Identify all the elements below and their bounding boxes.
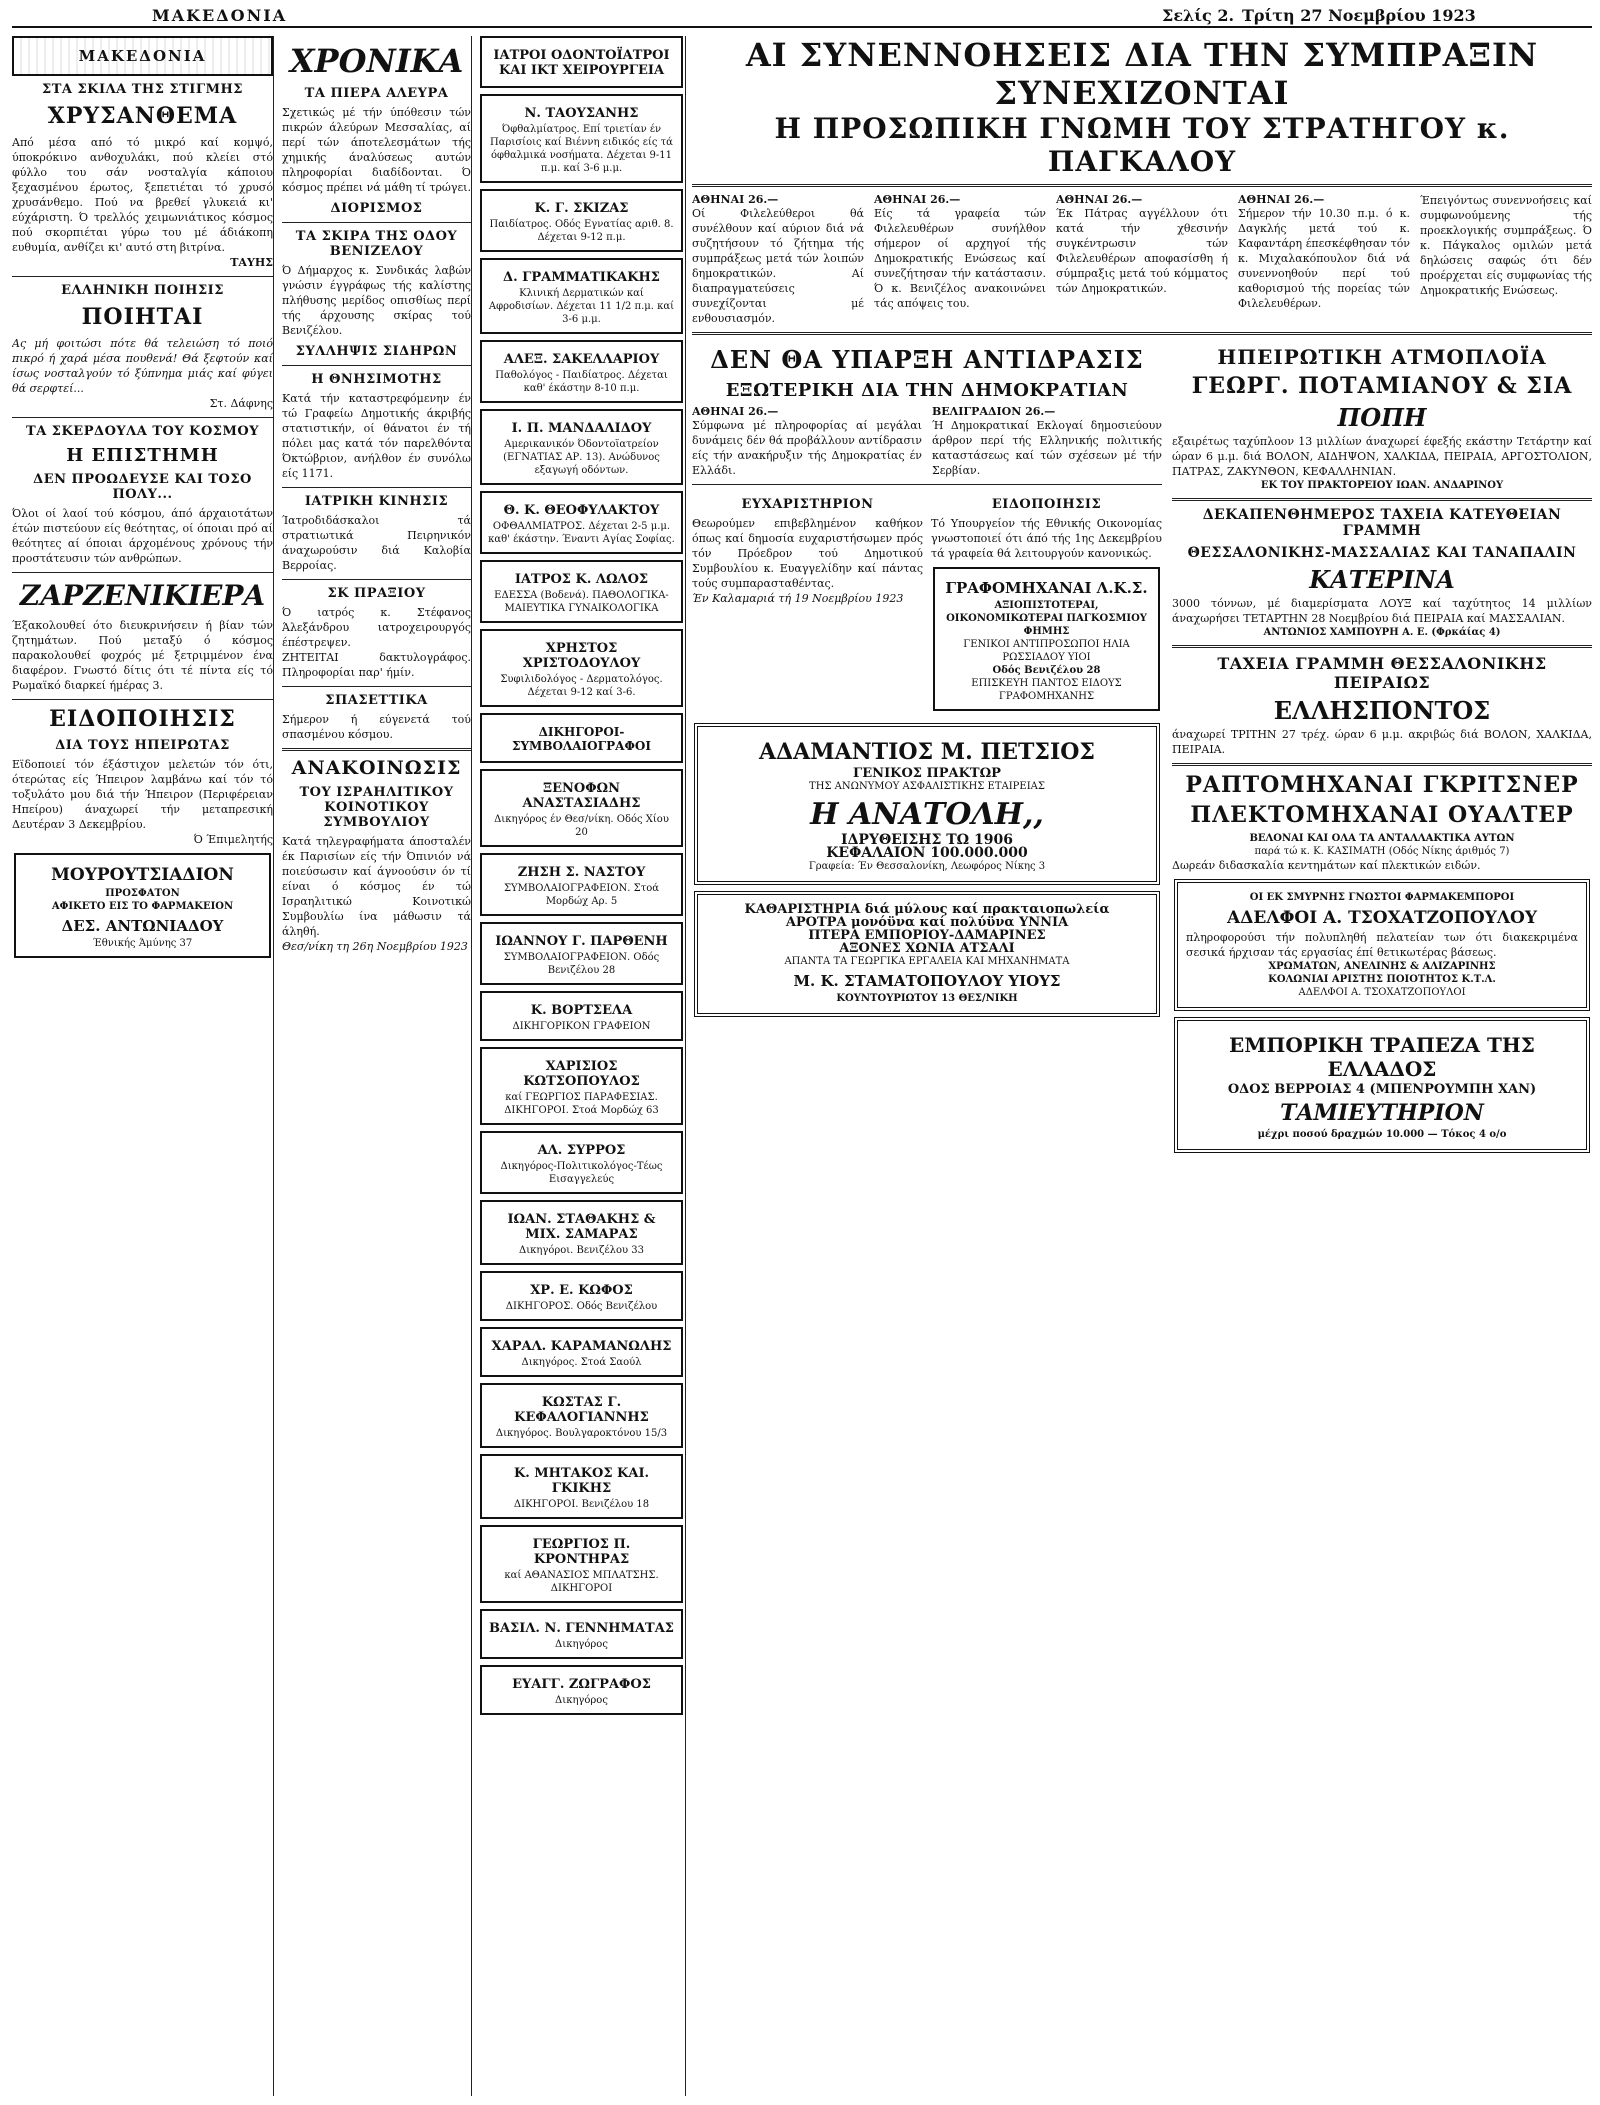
listing-line: Δικηγόρος. Στοά Σαούλ xyxy=(521,1357,642,1368)
listing xyxy=(480,1525,683,1603)
listing-line: Συφιλιδολόγος - Δερματολόγος. Δέχεται 9-12 καί 3-6. xyxy=(500,674,663,698)
insurance-ad xyxy=(694,723,1160,885)
pharmacy-subtitle: ΠΡΟΣΦΑΤΟΝ xyxy=(105,888,180,899)
section-body: Σχετικώς μέ τήν ύπόθεσιν τών πικρών άλεύρων Μεσσαλίας, αί περί τών άποτελεσμάτων τής χημικής άναλύσεως αυτών πληροφορίαι διαδίδονται. Ό κόσμος πρέπει νά μάθη τί τρώγει. xyxy=(282,106,471,194)
article-body: Σύμφωνα μέ πληροφορίας αί μεγάλαι δυνάμεις δέν θά προβάλλουν αντίδρασιν είς τήν ανακήρυξιν τής Δημοκρατίας έν Ελλάδι. xyxy=(692,419,922,477)
typewriter-agent: ΓΕΝΙΚΟΙ ΑΝΤΙΠΡΟΣΩΠΟΙ ΗΛΙΑ ΡΩΣΣΙΑΔΟΥ ΥΙΟΙ xyxy=(963,639,1130,663)
listing-name: ΓΕΩΡΓΙΟΣ Π. ΚΡΟΝΤΗΡΑΣ xyxy=(532,1537,631,1567)
science-body: Όλοι οί λαοί τού κόσμου, άπό άρχαιοτάτων έτών πιστεύουν είς θεότητας, οί όποιαι πρό αί θεότητες αί όποιαι άρχομένους χρόνους τήν προστάτευσιν τών ανθρώπων. xyxy=(12,507,273,565)
listing xyxy=(480,853,683,916)
article-dateline: ΒΕΛΙΓΡΑΔΙΟΝ 26.— xyxy=(932,405,1056,418)
article2-headline: ΔΕΝ ΘΑ ΥΠΑΡΞΗ ΑΝΤΙΔΡΑΣΙΣ xyxy=(710,345,1144,374)
poetry-body: Ας μή φοιτώσι πότε θά τελειώση τό ποιό πικρό ή χαρά μέσα πουθενά! Θά ξεφτούν καί ίσως νοσταλγούν τό ξύπνημα μιάς καί φύγει θά σερφτεί... xyxy=(12,337,273,395)
masthead-page: Σελίς 2. xyxy=(1162,6,1235,25)
poetry-signature: Στ. Δάφνης xyxy=(209,397,273,410)
listing xyxy=(480,1327,683,1377)
listing xyxy=(480,1271,683,1321)
pharmacy-line: ΑΦΙΚΕΤΟ ΕΙΣ ΤΟ ΦΑΡΜΑΚΕΙΟΝ xyxy=(51,901,234,912)
lawyers-header-text: ΔΙΚΗΓΟΡΟΙ-ΣΥΜΒΟΛΑΙΟΓΡΑΦΟΙ xyxy=(512,725,651,753)
listing xyxy=(480,258,683,334)
listing-name: ΙΩΑΝ. ΣΤΑΘΑΚΗΣ & ΜΙΧ. ΣΑΜΑΡΑΣ xyxy=(507,1212,656,1242)
notice-title: ΕΙΔΟΠΟΙΗΣΙΣ xyxy=(49,706,236,732)
chem-body: πληροφορούσι τήν πολυπληθή πελατείαν των ότι διακεκριμένα σεσικά ήρχισαν τάς εργασίας έπί θετικωτέρας βάσεως. xyxy=(1186,931,1578,959)
article-column xyxy=(692,193,864,326)
ag-line: ΑΠΑΝΤΑ ΤΑ ΓΕΩΡΓΙΚΑ ΕΡΓΑΛΕΙΑ ΚΑΙ ΜΗΧΑΝΗΜΑΤΑ xyxy=(784,956,1070,967)
insurance-company-line: ΤΗΣ ΑΝΩΝΥΜΟΥ ΑΣΦΑΛΙΣΤΙΚΗΣ ΕΤΑΙΡΕΙΑΣ xyxy=(809,781,1045,792)
insurance-capital: ΚΕΦΑΛΑΙΟΝ 100.000.000 xyxy=(826,845,1028,861)
listing-name: ΙΩΑΝΝΟΥ Γ. ΠΑΡΘΕΝΗ xyxy=(495,934,668,949)
poetry-kicker: ΕΛΛΗΝΙΚΗ ΠΟΙΗΣΙΣ xyxy=(61,283,224,298)
listing-name: ΧΑΡΑΛ. ΚΑΡΑΜΑΝΩΛΗΣ xyxy=(491,1339,672,1354)
science-subtitle: ΔΕΝ ΠΡΟΩΔΕΥΣΕ ΚΑΙ ΤΟΣΟ ΠΟΛΥ... xyxy=(33,472,252,502)
listing-name: Κ. Γ. ΣΚΙΖΑΣ xyxy=(534,201,629,216)
lower-left xyxy=(692,341,1162,1159)
chem-line: ΧΡΩΜΑΤΩΝ, ΑΝΕΛΙΝΗΣ & ΑΛΙΖΑΡΙΝΗΣ xyxy=(1268,961,1496,972)
listing-line: Αμερικανικόν Όδοντοϊατρείον (ΕΓΝΑΤΙΑΣ ΑΡ. 13). Ανώδυνος εξαγωγή οδόντων. xyxy=(503,439,660,476)
pharmacy-ad xyxy=(14,853,271,958)
listing xyxy=(480,769,683,847)
lawyers-header xyxy=(480,713,683,763)
listing xyxy=(480,1200,683,1265)
section-title: ΤΑ ΠΙΕΡΑ ΑΛΕΥΡΑ xyxy=(304,86,449,101)
section-title: ΣΚ ΠΡΑΞΙΟΥ xyxy=(327,586,426,601)
section-title: ΣΠΑΣΕΤΤΙΚΑ xyxy=(325,693,428,708)
section-title: ΤΑ ΣΚΙΡΑ ΤΗΣ ΟΔΟΥ ΒΕΝΙΖΕΛΟΥ xyxy=(295,229,458,259)
listing-name: Κ. ΜΗΤΑΚΟΣ ΚΑΙ. ΓΚΙΚΗΣ xyxy=(513,1466,650,1496)
typewriter-ad xyxy=(933,567,1160,711)
ag-line: ΑΞΟΝΕΣ ΧΩΝΙΑ ΑΤΣΑΛΙ xyxy=(839,941,1015,956)
listing-line: καί ΑΘΑΝΑΣΙΟΣ ΜΠΛΑΤΣΗΣ. ΔΙΚΗΓΟΡΟΙ xyxy=(504,1570,659,1594)
bank-line: ΤΑΜΙΕΥΤΗΡΙΟΝ xyxy=(1280,1100,1484,1126)
section-body: Ό Δήμαρχος κ. Συνδικάς λαβών γνώσιν έγγράφως τής καλίστης πλήθυσης μερίδος οπισθίως περί τής άρχουσης σκίρας τού Βενιζέλου. xyxy=(282,264,471,337)
essay-signature: ΤΑΥΗΣ xyxy=(230,256,273,269)
thanks-date: Έν Καλαμαριά τή 19 Νοεμβρίου 1923 xyxy=(692,592,904,605)
listing-name: ΒΑΣΙΛ. Ν. ΓΕΝΝΗΜΑΤΑΣ xyxy=(488,1621,675,1636)
article-column xyxy=(1238,193,1410,326)
article-body: Σήμερον τήν 10.30 π.μ. ό κ. Δαγκλής μετά τού κ. Καφαντάρη έπεσκέφθησαν τόν κ. Μιχαλακόπουλον διά νά συνεννοηθούν περί τού καθορισμού τής πορείας τών Φιλελευθέρων. xyxy=(1238,207,1410,310)
pharmacy-title: ΜΟΥΡΟΥΤΣΙΑΔΙΟΝ xyxy=(51,865,234,885)
listing xyxy=(480,1665,683,1715)
section-body: Σήμερον ή εύγενετά τού σπασμένου κόσμου. xyxy=(282,713,471,741)
listing-line: ΣΥΜΒΟΛΑΙΟΓΡΑΦΕΙΟΝ. Στοά Μορδώχ Αρ. 5 xyxy=(503,883,660,907)
article-body: Είς τά γραφεία τών Φιλελευθέρων συνήλθον σήμερον οί αρχηγοί τής Δημοκρατικής Ενώσεως καί συνεζήτησαν τήν κατάστασιν. Ό κ. Βενιζέλος ανακοινώνει τάς απόψεις του. xyxy=(874,207,1046,310)
ship-name: ΠΟΠΗ xyxy=(1337,403,1427,432)
article-dateline: ΑΘΗΝΑΙ 26.— xyxy=(692,193,779,206)
masthead-date: Τρίτη 27 Νοεμβρίου 1923 xyxy=(1242,6,1476,25)
listing-name: ΖΗΣΗ Σ. ΝΑΣΤΟΥ xyxy=(517,865,646,880)
listing-name: ΚΩΣΤΑΣ Γ. ΚΕΦΑΛΟΓΙΑΝΝΗΣ xyxy=(514,1395,649,1425)
listing-line: Δικηγόρος-Πολιτικολόγος-Τέως Εισαγγελεύς xyxy=(500,1161,663,1185)
doctors-header-text: ΙΑΤΡΟΙ ΟΔΟΝΤΟΪΑΤΡΟΙ ΚΑΙ ΙΚΤ ΧΕΙΡΟΥΡΓΕΙΑ xyxy=(493,48,670,78)
section-subtitle: ΔΙΟΡΙΣΜΟΣ xyxy=(330,201,423,216)
section-body: Κατά τήν καταστρεφόμενην έν τώ Γραφείω Δημοτικής άκριβής στατιστικήν, οί θάνατοι έν τή πόλει μας κατά τόν παρελθόντα Όκτώβριον, ανήλθον έν συνόλω είς 1171. xyxy=(282,392,471,480)
listing xyxy=(480,629,683,707)
newspaper-page xyxy=(12,6,1592,2098)
article2-columns xyxy=(692,405,1162,478)
listing xyxy=(480,991,683,1041)
shipping-title: ΗΠΕΙΡΩΤΙΚΗ ΑΤΜΟΠΛΟΪΑ xyxy=(1217,345,1547,369)
listing xyxy=(480,94,683,183)
ship-name: ΚΑΤΕΡΙΝΑ xyxy=(1309,565,1455,594)
small-notices-row xyxy=(692,491,1162,717)
column-b xyxy=(282,36,472,2096)
column-c xyxy=(478,36,686,2096)
ag-line: ΑΡΟΤΡΑ μονόϋνα καί πολύϋνα ΥΝΝΙΑ xyxy=(785,915,1069,930)
notice-body: Εϊδοποιεί τόν έξάστιχον μελετών τόν ότι, ότερώτας είς Ήπειρον λαμβάνω καί τόν τό τοξυλάτο μου διά τήν Ήπειρον (Περιφέρειαν Ηπείρου) άναχωρεί τήν μεταπρεσική Δευτέραν 3 Δεκεμβρίου. xyxy=(12,758,273,831)
essay-title: ΧΡΥΣΑΝΘΕΜΑ xyxy=(47,103,238,129)
pharmacy-name: ΔΕΣ. ΑΝΤΩΝΙΑΔΟΥ xyxy=(61,917,224,935)
headline-sub: Η ΠΡΟΣΩΠΙΚΗ ΓΝΩΜΗ ΤΟΥ ΣΤΡΑΤΗΓΟΥ κ. ΠΑΓΚΑΛΟΥ xyxy=(774,112,1510,178)
poetry-title: ΠΟΙΗΤΑΙ xyxy=(81,304,204,330)
ag-line: ΚΑΘΑΡΙΣΤΗΡΙΑ διά μύλους καί πρακταιοπωλεία xyxy=(744,902,1110,917)
listing-name: ΕΥΑΓΓ. ΖΩΓΡΑΦΟΣ xyxy=(512,1677,651,1692)
article-body: Ή Δημοκρατικαί Εκλογαί δημοσιεύουν άρθρον περί τής Ελληνικής πολιτικής καταστάσεως καί τών σχέσεων μέ τήν Σερβίαν. xyxy=(932,419,1162,477)
route-title: ΔΕΚΑΠΕΝΘΗΜΕΡΟΣ ΤΑΧΕΙΑ ΚΑΤΕΥΘΕΙΑΝ ΓΡΑΜΜΗ xyxy=(1202,507,1562,539)
column-logo: ΜΑΚΕΔΟΝΙΑ xyxy=(12,36,273,76)
chem-kicker: ΟΙ ΕΚ ΣΜΥΡΝΗΣ ΓΝΩΣΤΟΙ ΦΑΡΜΑΚΕΜΠΟΡΟΙ xyxy=(1249,892,1515,903)
main-article-columns xyxy=(692,193,1592,326)
article-column xyxy=(874,193,1046,326)
listing-line: ΕΔΕΣΣΑ (Βοδενά). ΠΑΘΟΛΟΓΙΚΑ-ΜΑΙΕΥΤΙΚΑ ΓΥΝΑΙΚΟΛΟΓΙΚΑ xyxy=(494,590,669,614)
ship-body: άναχωρεί ΤΡΙΤΗΝ 27 τρέχ. ώραν 6 μ.μ. ακριβώς διά ΒΟΛΟΝ, ΧΑΛΚΙΔΑ, ΠΕΙΡΑΙΑ. xyxy=(1172,728,1592,756)
pharmacy-address: Έθνικής Άμύνης 37 xyxy=(92,938,193,949)
article-body: Οί Φιλελεύθεροι θά συνέλθουν καί αύριον διά νά συζητήσουν τό ζήτημα τής συμπράξεως μετά τών λοιπών δημοκρατικών. Αί διαπραγματεύσεις συνεχίζονται μέ ενθουσιασμόν. xyxy=(692,207,864,325)
listing-line: Δικηγόρος xyxy=(555,1695,608,1706)
ag-address: ΚΟΥΝΤΟΥΡΙΩΤΟΥ 13 ΘΕΣ/ΝΙΚΗ xyxy=(836,993,1018,1004)
listing-name: ΧΡ. Ε. ΚΩΦΟΣ xyxy=(530,1283,633,1298)
listing-line: ΔΙΚΗΓΟΡΟΙ. Βενιζέλου 18 xyxy=(513,1499,650,1510)
article2-subheadline: ΕΞΩΤΕΡΙΚΗ ΔΙΑ ΤΗΝ ΔΗΜΟΚΡΑΤΙΑΝ xyxy=(725,380,1129,401)
section-subtitle: ΖΗΤΕΙΤΑΙ δακτυλογράφος. Πληροφορίαι παρ' ήμίν. xyxy=(282,651,471,679)
world-kicker: ΤΑ ΣΚΕΡΔΟΥΛΑ ΤΟΥ ΚΟΣΜΟΥ xyxy=(26,424,259,439)
announcement-title: ΑΝΑΚΟΙΝΩΣΙΣ xyxy=(291,757,462,779)
announcement-date: Θεσ/νίκη τη 26η Νοεμβρίου 1923 xyxy=(282,940,468,953)
typewriter-address: Οδός Βενιζέλου 28 xyxy=(992,665,1101,676)
typewriter-title: ΓΡΑΦΟΜΗΧΑΝΑΙ Λ.Κ.Σ. xyxy=(945,579,1148,597)
lawyer-ads xyxy=(478,769,685,1715)
listing-line: Δικηγόρος xyxy=(555,1639,608,1650)
bank-address: ΟΔΟΣ ΒΕΡΡΟΙΑΣ 4 (ΜΠΕΝΡΟΥΜΠΗ ΧΑΝ) xyxy=(1227,1082,1537,1097)
lower-section xyxy=(692,341,1592,1159)
listing xyxy=(480,560,683,623)
article-body: Έπειγόντως συνεννοήσεις καί συμφωνούμενης τής προεκλογικής συμπράξεως. Ό κ. Πάγκαλος ομιλών μετά δηλώσεις σαφώς ότι δέν προέρχεται είς συμφωνίας τής Δημοκρατικής Ενώσεως. xyxy=(1420,194,1592,297)
zarzenikiera-body: Έξακολουθεί ότο διευκρινήσειν ή βίαν τών ζητημάτων. Πού μεταξύ ό κόσμος παρακολουθεί φοχρός μέ ξετριμμένον ένα διαφέρον. Γνωστό δίτις ότι τέ πίντα είς τό Ρωμαϊκό διαρκεί ήμέρας 3. xyxy=(12,619,273,692)
bank-title: ΕΜΠΟΡΙΚΗ ΤΡΑΠΕΖΑ ΤΗΣ ΕΛΛΑΔΟΣ xyxy=(1229,1033,1535,1081)
section-subtitle: ΣΥΛΛΗΨΙΣ ΣΙΔΗΡΩΝ xyxy=(295,344,458,359)
shipping-owner: ΓΕΩΡΓ. ΠΟΤΑΜΙΑΝΟΥ & ΣΙΑ xyxy=(1191,373,1573,399)
article-dateline: ΑΘΗΝΑΙ 26.— xyxy=(692,405,779,418)
notices-body: Τό Υπουργείον τής Εθνικής Οικονομίας γνωστοποιεί ότι άπό τής 1ης Δεκεμβρίου τά γραφεία θά λειτουργούν κανονικώς. xyxy=(931,517,1162,560)
listing xyxy=(480,189,683,252)
article-body: Έκ Πάτρας αγγέλλουν ότι κατά τήν χθεσινήν συγκέντρωσιν τών Φιλελευθέρων αποφασίσθη ή σύμπραξις μετά τού κόμματος τών Δημοκρατικών. xyxy=(1056,207,1228,295)
section-title: ΙΑΤΡΙΚΗ ΚΙΝΗΣΙΣ xyxy=(304,494,449,509)
typewriter-line: ΕΠΙΣΚΕΥΗ ΠΑΝΤΟΣ ΕΙΔΟΥΣ ΓΡΑΦΟΜΗΧΑΝΗΣ xyxy=(971,678,1122,702)
listing-line: Δικηγόρος. Βουλγαροκτόνου 15/3 xyxy=(495,1428,668,1439)
route-subtitle: ΘΕΣΣΑΛΟΝΙΚΗΣ-ΜΑΣΣΑΛΙΑΣ ΚΑΙ ΤΑΝΑΠΑΛΙΝ xyxy=(1187,545,1577,561)
insurance-name: ΑΔΑΜΑΝΤΙΟΣ Μ. ΠΕΤΣΙΟΣ xyxy=(759,739,1095,765)
chem-title: ΑΔΕΛΦΟΙ Α. ΤΣΟΧΑΤΖΟΠΟΥΛΟΥ xyxy=(1227,908,1537,928)
listing-name: ΑΛ. ΣΥΡΡΟΣ xyxy=(537,1143,626,1158)
listing-line: καί ΓΕΩΡΓΙΟΣ ΠΑΡΑΦΕΣΙΑΣ. ΔΙΚΗΓΟΡΟΙ. Στοά Μορδώχ 63 xyxy=(504,1092,659,1116)
listing xyxy=(480,340,683,403)
listing xyxy=(480,1383,683,1448)
listing xyxy=(480,1454,683,1519)
thanks-body: Θεωρούμεν επιβεβλημένον καθήκον όπως καί δημοσία ευχαριστήσωμεν πρός τόν Πρόεδρον τού Δημοτικού Συμβουλίου κ. Ευαγγελίδην καί πάντας τούς συμπαρασταθέντας. xyxy=(692,517,923,590)
listing-line: Παιδίατρος. Οδός Εγνατίας αριθ. 8. Δέχεται 9-12 π.μ. xyxy=(489,219,674,243)
typewriter-subtitle: ΑΞΙΟΠΙΣΤΟΤΕΡΑΙ, ΟΙΚΟΝΟΜΙΚΩΤΕΡΑΙ ΠΑΓΚΟΣΜΙΟΥ ΦΗΜΗΣ xyxy=(946,600,1147,637)
article-column xyxy=(932,405,1162,478)
science-title: Η ΕΠΙΣΤΗΜΗ xyxy=(66,445,219,466)
headline-main: ΑΙ ΣΥΝΕΝΝΟΗΣΕΙΣ ΔΙΑ ΤΗΝ ΣΥΜΠΡΑΞΙΝ ΣΥΝΕΧΙΖΟΝΤΑΙ xyxy=(745,36,1539,112)
insurance-address: Γραφεία: Έν Θεσσαλονίκη, Λεωφόρος Νίκης 3 xyxy=(808,861,1046,872)
sewing-line: ΒΕΛΟΝΑΙ ΚΑΙ ΟΛΑ ΤΑ ΑΝΤΑΛΛΑΚΤΙΚΑ ΑΥΤΩΝ xyxy=(1249,833,1515,844)
column-a xyxy=(12,36,274,2096)
listing xyxy=(480,1047,683,1125)
insurance-company: Η ΑΝΑΤΟΛΗ,, xyxy=(810,797,1044,832)
doctor-ads xyxy=(478,94,685,707)
listing-line: Κλινική Δερματικών καί Αφροδισίων. Δέχεται 11 1/2 π.μ. καί 3-6 μ.μ. xyxy=(488,288,675,325)
chronika-title: ΧΡΟΝΙΚΑ xyxy=(289,42,464,80)
notice-signature: Ό Έπιμελητής xyxy=(193,833,273,846)
listing xyxy=(480,1131,683,1194)
zarzenikiera-title: ΖΑΡΖΕΝΙΚΙΕΡΑ xyxy=(19,579,266,612)
ag-line: ΠΤΕΡΑ ΕΜΠΟΡΙΟΥ-ΔΑΜΑΡΙΝΕΣ xyxy=(808,928,1046,943)
bank-ad xyxy=(1174,1017,1590,1153)
article-dateline: ΑΘΗΝΑΙ 26.— xyxy=(874,193,961,206)
column-d xyxy=(692,36,1592,2096)
section-body: Ίατροδιδάσκαλοι τά στρατιωτικά Πειρηνικόν άναχωρούσιν διά Καλοβία Βερροίας. xyxy=(282,514,471,572)
listing xyxy=(480,1609,683,1659)
thanks-block xyxy=(692,491,923,717)
listing xyxy=(480,922,683,985)
article-column xyxy=(1056,193,1228,326)
listing-line: Δικηγόροι. Βενιζέλου 33 xyxy=(518,1245,645,1256)
article-column xyxy=(692,405,922,478)
listing-line: Δικηγόρος έν Θεσ/νίκη. Οδός Χίου 20 xyxy=(494,814,669,838)
masthead xyxy=(12,6,1592,28)
bank-rate: μέχρι ποσού δραχμών 10.000 — Τόκος 4 ο/ο xyxy=(1257,1129,1507,1140)
listing-line: Παθολόγος - Παιδίατρος. Δέχεται καθ' έκάστην 8-10 π.μ. xyxy=(495,370,668,394)
agricultural-ad xyxy=(694,891,1160,1017)
sewing-title: ΡΑΠΤΟΜΗΧΑΝΑΙ ΓΚΡΙΤΣΝΕΡ xyxy=(1185,772,1579,798)
listing-line: ΟΦΘΑΛΜΙΑΤΡΟΣ. Δέχεται 2-5 μ.μ. καθ' έκάστην. Έναντι Αγίας Σοφίας. xyxy=(488,521,675,545)
sewing-body: Δωρεάν διδασκαλία κεντημάτων καί πλεκτικών ειδών. xyxy=(1172,859,1481,872)
sewing-subtitle: ΠΛΕΚΤΟΜΗΧΑΝΑΙ ΟΥΑΛΤΕΡ xyxy=(1190,802,1574,828)
listing-name: Κ. ΒΟΡΤΣΕΛΑ xyxy=(530,1003,633,1018)
doctors-header xyxy=(480,36,683,88)
listing-name: ΑΛΕΞ. ΣΑΚΕΛΛΑΡΙΟΥ xyxy=(503,352,660,367)
ship-body: 3000 τόννων, μέ διαμερίσματα ΛΟΥΞ καί ταχύτητος 14 μιλλίων άναχωρήσει ΤΕΤΑΡΤΗΝ 28 Νοεμβρίου διά ΠΕΙΡΑΙΑ καί ΜΑΣΣΑΛΙΑΝ. xyxy=(1172,597,1592,625)
listing-name: Ι. Π. ΜΑΝΔΑΛΙΔΟΥ xyxy=(511,421,652,436)
announcement-body: Κατά τηλεγραφήματα άποσταλέν έκ Παρισίων είς τήν Όπινιόν νά ποιεύσωσιν καί άγνοούσιν όν τί είναι ό κόσμος έν τώ Ισραηλιτικώ Κοινοτικώ Συμβουλίω ίνα μάθωσιν τά άληθή. xyxy=(282,835,471,938)
insurance-founded: ΙΔΡΥΘΕΙΣΗΣ ΤΩ 1906 xyxy=(841,832,1013,848)
section-title: Η ΘΝΗΣΙΜΟΤΗΣ xyxy=(311,372,442,387)
insurance-role: ΓΕΝΙΚΟΣ ΠΡΑΚΤΩΡ xyxy=(853,766,1001,781)
chem-line: ΚΟΛΩΝΙΑΙ ΑΡΙΣΤΗΣ ΠΟΙΟΤΗΤΟΣ Κ.Τ.Λ. xyxy=(1268,974,1496,985)
ship-agent: ΕΚ ΤΟΥ ΠΡΑΚΤΟΡΕΙΟΥ ΙΩΑΝ. ΑΝΔΑΡΙΝΟΥ xyxy=(1260,480,1504,491)
listing-line: ΔΙΚΗΓΟΡΙΚΟΝ ΓΡΑΦΕΙΟΝ xyxy=(512,1021,651,1032)
listing-line: Όφθαλμίατρος. Επί τριετίαν έν Παρισίοις καί Βιέννη ειδικός είς τά όφθαλμικά νοσήματα. Δέχεται 9-11 π.μ. καί 3-6 μ.μ. xyxy=(490,124,673,174)
listing-name: Ν. ΤΑΟΥΣΑΝΗΣ xyxy=(524,106,639,121)
masthead-title: ΜΑΚΕΔΟΝΙΑ xyxy=(152,6,288,25)
announcement-subtitle: ΤΟΥ ΙΣΡΑΗΛΙΤΙΚΟΥ ΚΟΙΝΟΤΙΚΟΥ ΣΥΜΒΟΥΛΙΟΥ xyxy=(299,785,454,830)
chem-signature: ΑΔΕΛΦΟΙ Α. ΤΣΟΧΑΤΖΟΠΟΥΛΟΙ xyxy=(1298,987,1466,998)
listing-name: ΙΑΤΡΟΣ Κ. ΛΩΛΟΣ xyxy=(514,572,649,587)
article-dateline: ΑΘΗΝΑΙ 26.— xyxy=(1056,193,1143,206)
ship-name: ΕΛΛΗΣΠΟΝΤΟΣ xyxy=(1273,696,1491,725)
ag-firm: Μ. Κ. ΣΤΑΜΑΤΟΠΟΥΛΟΥ ΥΙΟΥΣ xyxy=(793,972,1061,990)
notice-subtitle: ΔΙΑ ΤΟΥΣ ΗΠΕΙΡΩΤΑΣ xyxy=(55,738,230,753)
article-column xyxy=(1420,193,1592,326)
thanks-title: ΕΥΧΑΡΙΣΤΗΡΙΟΝ xyxy=(741,497,874,512)
chemicals-ad xyxy=(1174,879,1590,1011)
listing-line: ΔΙΚΗΓΟΡΟΣ. Οδός Βενιζέλου xyxy=(505,1301,658,1312)
section-body: Ό ιατρός κ. Στέφανος Άλεξάνδρου ιατροχειρουργός έπέστρεψεν. xyxy=(282,606,471,649)
notices-block xyxy=(931,491,1162,717)
lower-right xyxy=(1172,341,1592,1159)
listing-name: ΧΡΗΣΤΟΣ ΧΡΙΣΤΟΔΟΥΛΟΥ xyxy=(522,641,641,671)
listing xyxy=(480,491,683,554)
listing-name: Δ. ΓΡΑΜΜΑΤΙΚΑΚΗΣ xyxy=(502,270,660,285)
ship-agent: ΑΝΤΩΝΙΟΣ ΧΑΜΠΟΥΡΗ Α. Ε. (Φρκάίας 4) xyxy=(1263,627,1501,638)
notices-title: ΕΙΔΟΠΟΙΗΣΙΣ xyxy=(991,497,1102,512)
listing-line: ΣΥΜΒΟΛΑΙΟΓΡΑΦΕΙΟΝ. Οδός Βενιζέλου 28 xyxy=(503,952,660,976)
kicker: ΣΤΑ ΣΚΙΛΑ ΤΗΣ ΣΤΙΓΜΗΣ xyxy=(42,82,243,97)
listing-name: ΞΕΝΟΦΩΝ ΑΝΑΣΤΑΣΙΑΔΗΣ xyxy=(522,781,641,811)
listing xyxy=(480,409,683,485)
sewing-agent: παρά τώ κ. Κ. ΚΑΣΙΜΑΤΗ (Οδός Νίκης άριθμός 7) xyxy=(1254,846,1510,857)
essay-body: Από μέσα από τό μικρό καί κομψό, ύποκρόκινο ανθοχυλάκι, πού κλείει στό φύλλο του σάν νοσταλγία κάποιου ξεχασμένου έρωτος, ξεπετιέται τό χρυσό χρυσάνθεμο. Πού να βρεθεί γλυκειά κι' εύχάριστη. Ό τρελλός χειμωνιάτικος κόσμος πού σκορπιέται γύρω του μέ άδιάκοπη ευθυμία, ανθίζει κι' αυτό στη βιτρίνα. xyxy=(12,136,273,254)
listing-name: ΧΑΡΙΣΙΟΣ ΚΩΤΣΟΠΟΥΛΟΣ xyxy=(523,1059,640,1089)
listing-name: Θ. Κ. ΘΕΟΦΥΛΑΚΤΟΥ xyxy=(503,503,660,518)
article-dateline: ΑΘΗΝΑΙ 26.— xyxy=(1238,193,1325,206)
ship-body: εξαιρέτως ταχύπλοον 13 μιλλίων άναχωρεί έφεξής εκάστην Τετάρτην καί ώραν 6 μ.μ. διά ΒΟΛΟΝ, ΑΙΔΗΨΟΝ, ΧΑΛΚΙΔΑ, ΠΕΙΡΑΙΑ, ΑΡΓΟΣΤΟΛΙΟΝ, ΠΑΤΡΑΣ, ΖΑΚΥΝΘΟΝ, ΚΕΦΑΛΛΗΝΙΑΝ. xyxy=(1172,435,1592,478)
piraeus-title: ΤΑΧΕΙΑ ΓΡΑΜΜΗ ΘΕΣΣΑΛΟΝΙΚΗΣ ΠΕΙΡΑΙΩΣ xyxy=(1217,654,1547,692)
